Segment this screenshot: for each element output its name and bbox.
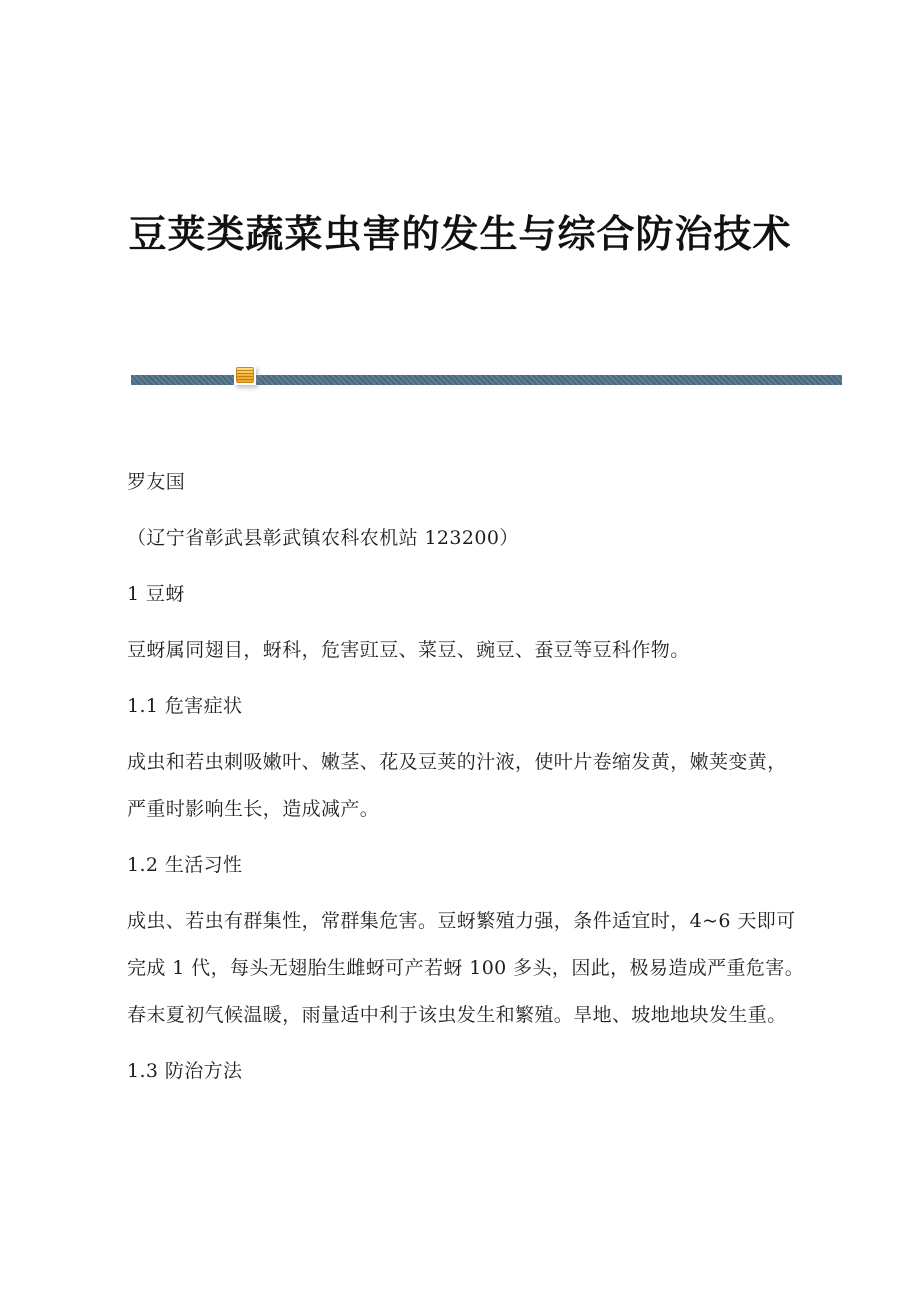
- document-icon-glyph: [236, 367, 254, 383]
- paragraph-line: 严重时影响生长，造成减产。: [127, 798, 380, 820]
- paragraph-line: 成虫和若虫刺吸嫩叶、嫩茎、花及豆荚的汁液，使叶片卷缩发黄，嫩荚变黄，: [127, 751, 787, 773]
- heading-text: 1 豆蚜: [127, 583, 185, 605]
- paragraph-line: 完成 1 代，每头无翅胎生雌蚜可产若蚜 100 多头，因此，极易造成严重危害。: [127, 957, 805, 979]
- affiliation-block: [127, 515, 920, 562]
- heading-text: 1.3 防治方法: [127, 1060, 243, 1082]
- heading-text: 1.2 生活习性: [127, 854, 243, 876]
- heading-text: 1.1 危害症状: [127, 695, 243, 717]
- section-heading-1-3: [127, 1048, 920, 1095]
- section-heading-1-1: [127, 683, 920, 730]
- author: 罗友国: [127, 471, 186, 493]
- paragraph-line: 成虫、若虫有群集性，常群集危害。豆蚜繁殖力强，条件适宜时，4~6 天即可: [127, 910, 796, 932]
- section-1-2-paragraph: [127, 898, 920, 1039]
- section-1-1-paragraph: [127, 739, 920, 833]
- document-icon: [234, 365, 256, 385]
- section-heading-1: [127, 571, 920, 618]
- document-body: [0, 459, 920, 1095]
- section-heading-1-2: [127, 842, 920, 889]
- paragraph-line: 豆蚜属同翅目，蚜科，危害豇豆、菜豆、豌豆、蚕豆等豆科作物。: [127, 639, 690, 661]
- document-title: 豆荚类蔬菜虫害的发生与综合防治技术: [128, 211, 792, 256]
- paragraph-line: 春末夏初气候温暖，雨量适中利于该虫发生和繁殖。旱地、坡地地块发生重。: [127, 1004, 787, 1026]
- affiliation: （辽宁省彰武县彰武镇农科农机站 123200）: [127, 527, 519, 549]
- section-1-paragraph: [127, 627, 920, 674]
- author-block: [127, 459, 920, 506]
- title-divider: [131, 375, 842, 385]
